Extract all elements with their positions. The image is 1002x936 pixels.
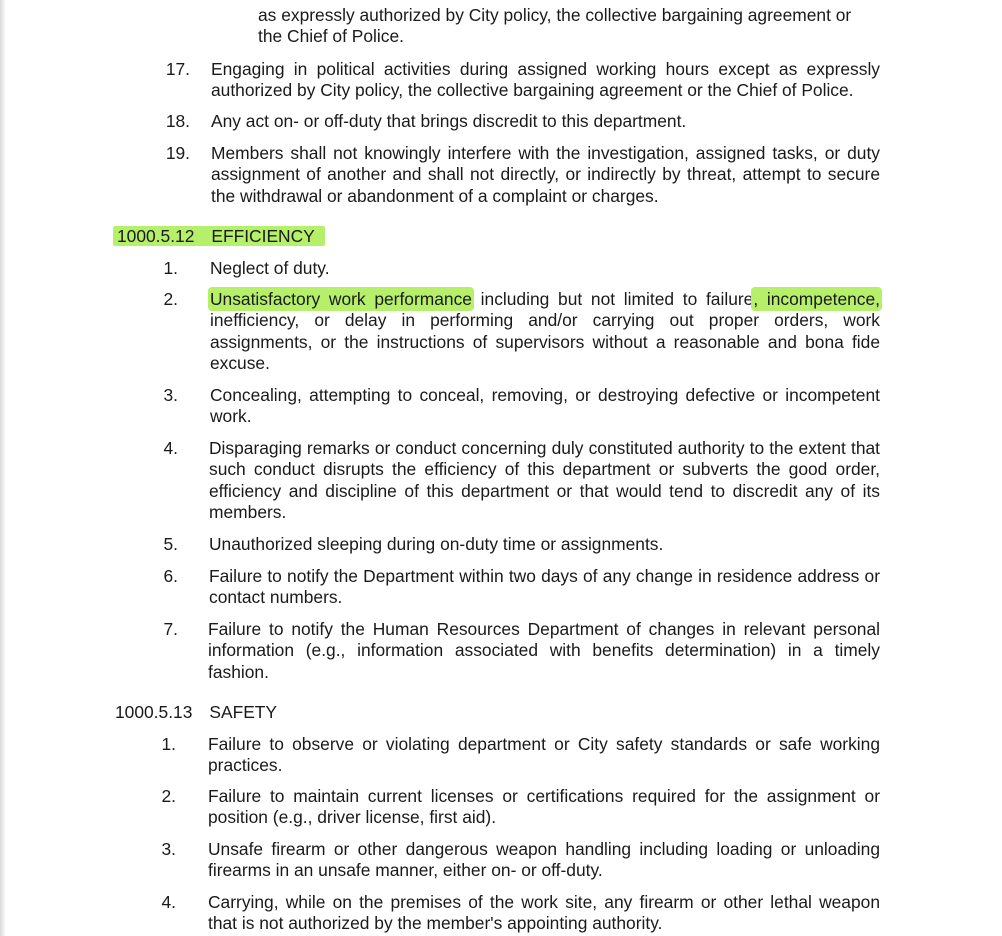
item-number: 2. (161, 786, 176, 806)
section-number: 1000.5.13 (115, 702, 193, 722)
section-title: EFFICIENCY (211, 226, 315, 246)
continuation-text (258, 5, 898, 48)
item-text (210, 289, 880, 374)
highlighted-phrase: , incompetence, (753, 289, 880, 309)
section-heading-safety (115, 702, 277, 723)
item-text-rest: inefficiency, or delay in performing and/or carrying out proper orders, work assignments, or the instructions of supervisors without a reasonable and bona fide excuse. (210, 310, 880, 373)
section-title: SAFETY (209, 702, 278, 722)
item-number: 3. (161, 839, 176, 859)
item-number: 1. (163, 258, 178, 278)
continuation-line-1: as expressly authorized by City policy, the collective bargaining agreement or (258, 5, 852, 25)
item-number: 2. (163, 289, 178, 309)
item-number: 17. (165, 59, 190, 79)
item-text: Carrying, while on the premises of the work site, any firearm or other lethal weapon that is not authorized by the member's appointing authority. (208, 892, 880, 934)
section-number: 1000.5.12 (117, 226, 195, 246)
item-text: Engaging in political activities during assigned working hours except as expressly authorized by City policy, the collective bargaining agreement or the Chief of Police. (211, 59, 880, 101)
item-text: Disparaging remarks or conduct concerning duly constituted authority to the extent that such conduct disrupts the efficiency of this department or subverts the good order, efficiency and discipline of this department or that would tend to discredit any of its members. (209, 438, 880, 522)
item-number: 19. (165, 143, 190, 163)
item-text: Any act on- or off-duty that brings discredit to this department. (211, 111, 687, 131)
heading-highlight (113, 226, 325, 246)
item-text: Failure to observe or violating department or City safety standards or safe working practices. (208, 734, 880, 776)
item-number: 18. (165, 111, 190, 131)
item-text: Unauthorized sleeping during on-duty time or assignments. (209, 534, 664, 554)
item-number: 3. (163, 385, 178, 405)
item-text: Failure to maintain current licenses or certifications required for the assignment or position (e.g., driver license, first aid). (208, 786, 880, 828)
item-text: Failure to notify the Human Resources Department of changes in relevant personal information (e.g., information associated with benefits determination) in a timely fashion. (208, 619, 880, 682)
item-number: 4. (163, 438, 178, 458)
item-text: Members shall not knowingly interfere with the investigation, assigned tasks, or duty assignment of another and shall not directly, or indirectly by threat, attempt to secure the withdrawal or abandonment of a complaint or charges. (211, 143, 880, 206)
item-text: Failure to notify the Department within two days of any change in residence address or contact numbers. (209, 566, 880, 608)
item-number: 1. (161, 734, 176, 754)
item-number: 5. (163, 534, 178, 554)
item-text-mid: including but not limited to failure (471, 289, 754, 309)
item-text: Concealing, attempting to conceal, removing, or destroying defective or incompetent work. (210, 385, 880, 427)
item-text: Unsafe firearm or other dangerous weapon handling including loading or unloading firearms in an unsafe manner, either on- or off-duty. (208, 839, 880, 881)
page-edge (0, 0, 6, 936)
item-number: 6. (163, 566, 178, 586)
section-heading-efficiency (117, 226, 325, 247)
continuation-line-2: the Chief of Police. (258, 26, 404, 47)
highlighted-phrase: Unsatisfactory work performance (210, 289, 472, 309)
item-text: Neglect of duty. (210, 258, 330, 278)
item-number: 4. (161, 892, 176, 912)
item-number: 7. (163, 619, 178, 639)
